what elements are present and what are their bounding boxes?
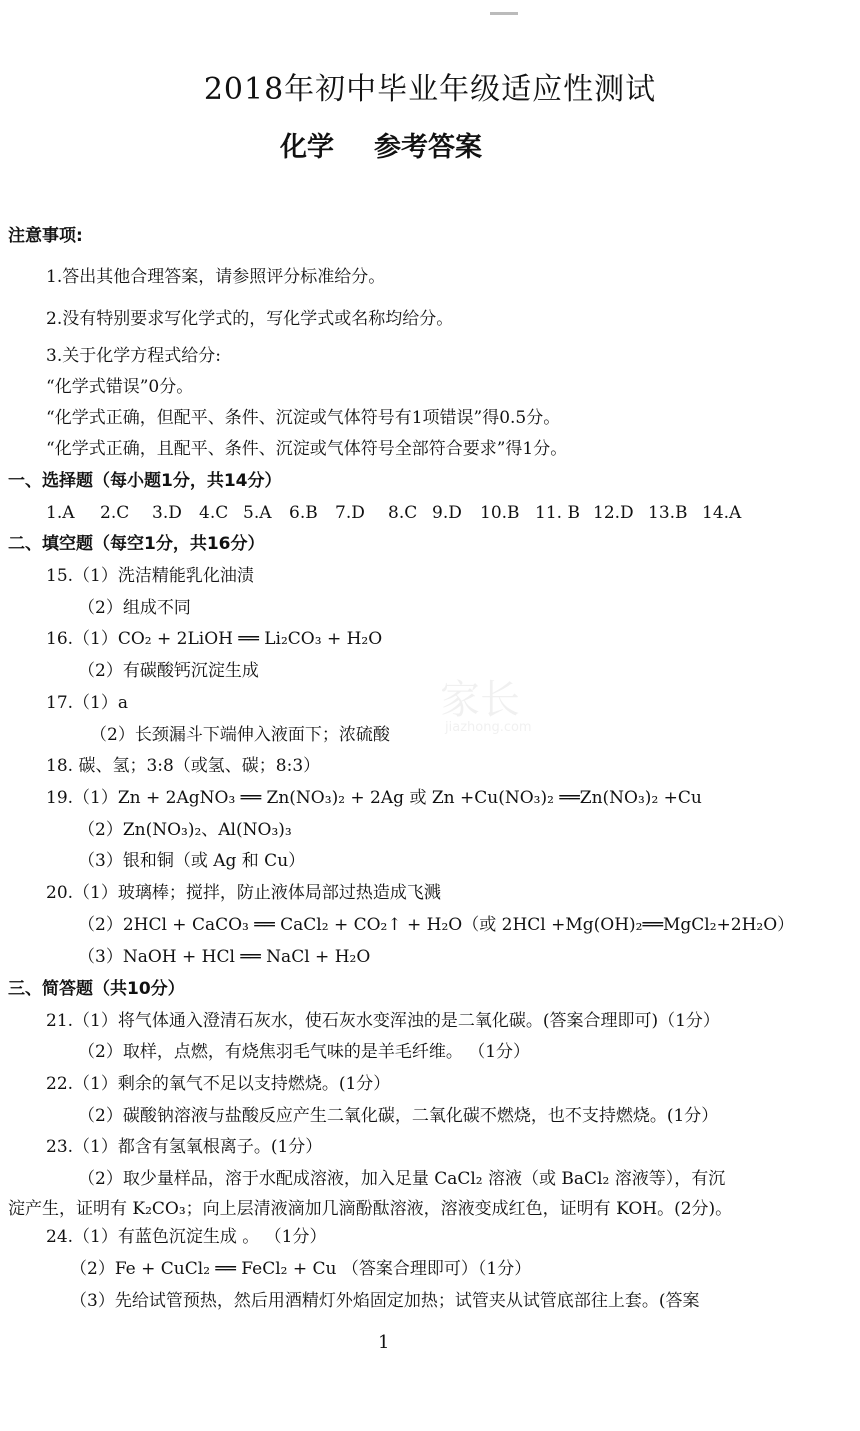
answer-line: （3）NaOH + HCl ══ NaCl + H₂O (78, 947, 371, 967)
answer-line: （2）Zn(NO₃)₂、Al(NO₃)₃ (78, 820, 292, 840)
choice-answer: 9.D (432, 503, 462, 523)
subject-label: 化学 (280, 132, 334, 163)
choice-answer: 1.A (46, 503, 75, 523)
section-heading-short: 三、简答题（共10分） (8, 979, 185, 999)
choice-answer: 5.A (243, 503, 272, 523)
answer-line: （2）长颈漏斗下端伸入液面下；浓硫酸 (90, 725, 390, 745)
notice-item: 2.没有特别要求写化学式的，写化学式或名称均给分。 (46, 309, 454, 329)
choice-answer: 2.C (100, 503, 130, 523)
answer-line: （3）银和铜（或 Ag 和 Cu） (78, 851, 306, 871)
notice-heading: 注意事项: (8, 226, 83, 246)
answer-key-label: 参考答案 (374, 132, 482, 163)
watermark-url: jiazhong.com (445, 720, 532, 735)
answer-line: 19.（1）Zn + 2AgNO₃ ══ Zn(NO₃)₂ + 2Ag 或 Zn +Cu(NO₃)₂ ══Zn(NO₃)₂ +Cu (46, 788, 702, 808)
choice-answer: 6.B (289, 503, 318, 523)
choice-answer: 10.B (480, 503, 520, 523)
answer-line: 17.（1）a (46, 693, 128, 713)
choice-answer: 7.D (335, 503, 365, 523)
notice-item: “化学式错误”0分。 (46, 377, 194, 397)
page-title: 2018年初中毕业年级适应性测试 (203, 72, 657, 107)
answer-line: （2）有碳酸钙沉淀生成 (78, 661, 259, 681)
answer-line: 18. 碳、氢；3:8（或氢、碳；8:3） (46, 756, 321, 776)
choice-answer: 4.C (199, 503, 229, 523)
watermark-brand: 家长 (440, 677, 520, 723)
choice-answer: 12.D (593, 503, 634, 523)
answer-line: （2）取样，点燃，有烧焦羽毛气味的是羊毛纤维。 （1分） (78, 1042, 531, 1062)
answer-line: 淀产生，证明有 K₂CO₃；向上层清液滴加几滴酚酞溶液，溶液变成红色，证明有 KOH。(2分)。 (8, 1199, 733, 1219)
scan-mark (490, 12, 518, 15)
answer-line: 20.（1）玻璃棒；搅拌，防止液体局部过热造成飞溅 (46, 883, 441, 903)
choice-answer: 3.D (152, 503, 182, 523)
choice-answer: 11. B (535, 503, 580, 523)
page-number: 1 (378, 1332, 390, 1353)
answer-line: 23.（1）都含有氢氧根离子。(1分） (46, 1137, 323, 1157)
answer-line: 15.（1）洗洁精能乳化油渍 (46, 566, 254, 586)
answer-line: 24.（1）有蓝色沉淀生成 。 （1分） (46, 1227, 327, 1247)
notice-item: “化学式正确，但配平、条件、沉淀或气体符号有1项错误”得0.5分。 (46, 408, 561, 428)
section-heading-choice: 一、选择题（每小题1分，共14分） (8, 471, 282, 491)
page-subtitle (280, 130, 482, 166)
answer-line: 22.（1）剩余的氧气不足以支持燃烧。(1分） (46, 1074, 391, 1094)
notice-item: “化学式正确，且配平、条件、沉淀或气体符号全部符合要求”得1分。 (46, 439, 568, 459)
answer-line: （2）碳酸钠溶液与盐酸反应产生二氧化碳，二氧化碳不燃烧，也不支持燃烧。(1分） (78, 1106, 719, 1126)
notice-item: 1.答出其他合理答案，请参照评分标准给分。 (46, 267, 386, 287)
answer-line: （2）取少量样品，溶于水配成溶液，加入足量 CaCl₂ 溶液（或 BaCl₂ 溶液等），有沉 (78, 1169, 726, 1189)
answer-line: （2）2HCl + CaCO₃ ══ CaCl₂ + CO₂↑ + H₂O（或 2HCl +Mg(OH)₂══MgCl₂+2H₂O） (78, 915, 795, 935)
answer-line: （2）Fe + CuCl₂ ══ FeCl₂ + Cu （答案合理即可）（1分） (70, 1259, 532, 1279)
choice-answer: 13.B (648, 503, 688, 523)
answer-line: 21.（1）将气体通入澄清石灰水，使石灰水变浑浊的是二氧化碳。(答案合理即可)（1分） (46, 1011, 720, 1031)
choice-answer: 8.C (388, 503, 418, 523)
answer-line: （3）先给试管预热，然后用酒精灯外焰固定加热；试管夹从试管底部往上套。(答案 (70, 1291, 700, 1311)
answer-line: 16.（1）CO₂ + 2LiOH ══ Li₂CO₃ + H₂O (46, 629, 383, 649)
answer-line: （2）组成不同 (78, 598, 191, 618)
notice-item: 3.关于化学方程式给分: (46, 346, 221, 366)
section-heading-fill: 二、填空题（每空1分，共16分） (8, 534, 265, 554)
choice-answer: 14.A (702, 503, 742, 523)
